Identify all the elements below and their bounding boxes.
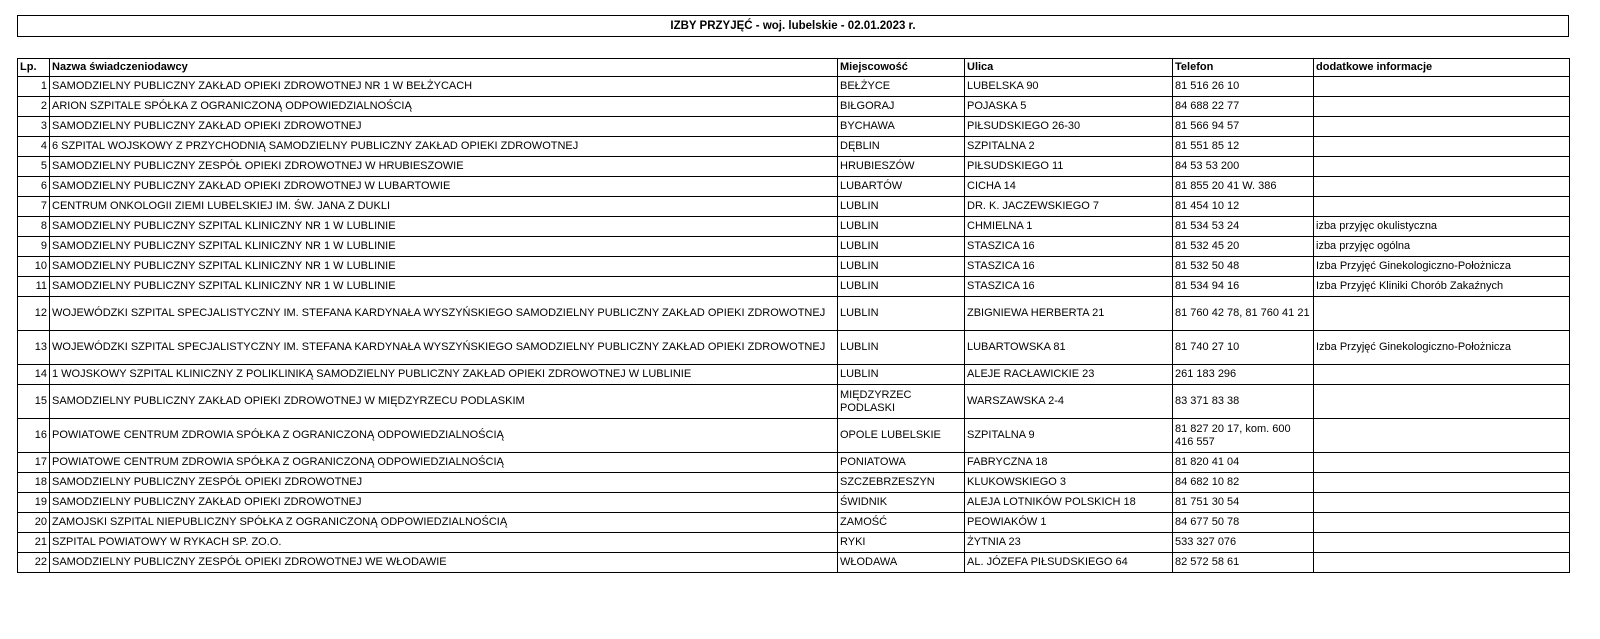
table-row bbox=[18, 97, 1570, 117]
cell-lp: 22 bbox=[18, 553, 50, 573]
cell-additional-info bbox=[1314, 553, 1570, 573]
cell-city: RYKI bbox=[838, 533, 965, 553]
cell-street: SZPITALNA 9 bbox=[965, 419, 1173, 453]
cell-additional-info bbox=[1314, 137, 1570, 157]
cell-city: HRUBIESZÓW bbox=[838, 157, 965, 177]
column-header-street: Ulica bbox=[965, 59, 1173, 77]
cell-additional-info: Izba Przyjęć Kliniki Chorób Zakaźnych bbox=[1314, 277, 1570, 297]
cell-provider-name: WOJEWÓDZKI SZPITAL SPECJALISTYCZNY IM. STEFANA KARDYNAŁA WYSZYŃSKIEGO SAMODZIELNY PUBLICZNY ZAKŁAD OPIEKI ZDROWOTNEJ bbox=[50, 297, 838, 331]
table-row bbox=[18, 217, 1570, 237]
document-title: IZBY PRZYJĘĆ - woj. lubelskie - 02.01.2023 r. bbox=[17, 15, 1569, 37]
cell-city: ŚWIDNIK bbox=[838, 493, 965, 513]
admission-rooms-table bbox=[17, 58, 1570, 573]
table-row bbox=[18, 277, 1570, 297]
table-row bbox=[18, 331, 1570, 365]
cell-city: MIĘDZYRZEC PODLASKI bbox=[838, 385, 965, 419]
table-row bbox=[18, 257, 1570, 277]
cell-additional-info bbox=[1314, 385, 1570, 419]
cell-additional-info bbox=[1314, 177, 1570, 197]
cell-lp: 2 bbox=[18, 97, 50, 117]
table-row bbox=[18, 453, 1570, 473]
cell-lp: 20 bbox=[18, 513, 50, 533]
cell-city: PONIATOWA bbox=[838, 453, 965, 473]
cell-additional-info: izba przyjęc okulistyczna bbox=[1314, 217, 1570, 237]
cell-phone: 81 516 26 10 bbox=[1173, 77, 1314, 97]
cell-street: LUBARTOWSKA 81 bbox=[965, 331, 1173, 365]
cell-provider-name: SAMODZIELNY PUBLICZNY SZPITAL KLINICZNY NR 1 W LUBLINIE bbox=[50, 277, 838, 297]
cell-provider-name: ZAMOJSKI SZPITAL NIEPUBLICZNY SPÓŁKA Z OGRANICZONĄ ODPOWIEDZIALNOŚCIĄ bbox=[50, 513, 838, 533]
cell-provider-name: WOJEWÓDZKI SZPITAL SPECJALISTYCZNY IM. STEFANA KARDYNAŁA WYSZYŃSKIEGO SAMODZIELNY PUBLICZNY ZAKŁAD OPIEKI ZDROWOTNEJ bbox=[50, 331, 838, 365]
cell-lp: 21 bbox=[18, 533, 50, 553]
cell-city: WŁODAWA bbox=[838, 553, 965, 573]
cell-lp: 9 bbox=[18, 237, 50, 257]
cell-additional-info bbox=[1314, 453, 1570, 473]
cell-additional-info bbox=[1314, 473, 1570, 493]
cell-lp: 7 bbox=[18, 197, 50, 217]
cell-phone: 84 688 22 77 bbox=[1173, 97, 1314, 117]
cell-lp: 16 bbox=[18, 419, 50, 453]
cell-city: BEŁŻYCE bbox=[838, 77, 965, 97]
cell-lp: 12 bbox=[18, 297, 50, 331]
cell-lp: 14 bbox=[18, 365, 50, 385]
cell-lp: 8 bbox=[18, 217, 50, 237]
cell-lp: 4 bbox=[18, 137, 50, 157]
cell-lp: 6 bbox=[18, 177, 50, 197]
table-row bbox=[18, 177, 1570, 197]
cell-city: LUBARTÓW bbox=[838, 177, 965, 197]
cell-city: BYCHAWA bbox=[838, 117, 965, 137]
cell-city: LUBLIN bbox=[838, 365, 965, 385]
cell-street: FABRYCZNA 18 bbox=[965, 453, 1173, 473]
cell-phone: 81 532 45 20 bbox=[1173, 237, 1314, 257]
cell-city: LUBLIN bbox=[838, 257, 965, 277]
cell-phone: 261 183 296 bbox=[1173, 365, 1314, 385]
cell-provider-name: SAMODZIELNY PUBLICZNY ZAKŁAD OPIEKI ZDROWOTNEJ W MIĘDZYRZECU PODLASKIM bbox=[50, 385, 838, 419]
cell-phone: 84 682 10 82 bbox=[1173, 473, 1314, 493]
cell-street: PEOWIAKÓW 1 bbox=[965, 513, 1173, 533]
cell-street: STASZICA 16 bbox=[965, 277, 1173, 297]
cell-street: PIŁSUDSKIEGO 11 bbox=[965, 157, 1173, 177]
cell-street: LUBELSKA 90 bbox=[965, 77, 1173, 97]
column-header-additional-info: dodatkowe informacje bbox=[1314, 59, 1570, 77]
cell-additional-info bbox=[1314, 493, 1570, 513]
table-row bbox=[18, 473, 1570, 493]
cell-street: STASZICA 16 bbox=[965, 257, 1173, 277]
cell-additional-info bbox=[1314, 157, 1570, 177]
cell-city: LUBLIN bbox=[838, 237, 965, 257]
cell-additional-info bbox=[1314, 97, 1570, 117]
cell-additional-info bbox=[1314, 117, 1570, 137]
cell-provider-name: 6 SZPITAL WOJSKOWY Z PRZYCHODNIĄ SAMODZIELNY PUBLICZNY ZAKŁAD OPIEKI ZDROWOTNEJ bbox=[50, 137, 838, 157]
column-header-lp: Lp. bbox=[18, 59, 50, 77]
cell-lp: 11 bbox=[18, 277, 50, 297]
cell-street: PIŁSUDSKIEGO 26-30 bbox=[965, 117, 1173, 137]
cell-lp: 5 bbox=[18, 157, 50, 177]
table-row bbox=[18, 77, 1570, 97]
cell-phone: 81 855 20 41 W. 386 bbox=[1173, 177, 1314, 197]
cell-additional-info bbox=[1314, 365, 1570, 385]
column-header-city: Miejscowość bbox=[838, 59, 965, 77]
cell-provider-name: SZPITAL POWIATOWY W RYKACH SP. ZO.O. bbox=[50, 533, 838, 553]
cell-street: KLUKOWSKIEGO 3 bbox=[965, 473, 1173, 493]
cell-lp: 15 bbox=[18, 385, 50, 419]
table-row bbox=[18, 419, 1570, 453]
table-row bbox=[18, 197, 1570, 217]
cell-street: ALEJA LOTNIKÓW POLSKICH 18 bbox=[965, 493, 1173, 513]
cell-provider-name: SAMODZIELNY PUBLICZNY SZPITAL KLINICZNY NR 1 W LUBLINIE bbox=[50, 237, 838, 257]
cell-phone: 81 532 50 48 bbox=[1173, 257, 1314, 277]
cell-provider-name: SAMODZIELNY PUBLICZNY ZESPÓŁ OPIEKI ZDROWOTNEJ W HRUBIESZOWIE bbox=[50, 157, 838, 177]
cell-city: LUBLIN bbox=[838, 331, 965, 365]
cell-street: WARSZAWSKA 2-4 bbox=[965, 385, 1173, 419]
cell-lp: 17 bbox=[18, 453, 50, 473]
cell-street: CHMIELNA 1 bbox=[965, 217, 1173, 237]
column-header-provider-name: Nazwa świadczeniodawcy bbox=[50, 59, 838, 77]
cell-phone: 81 827 20 17, kom. 600 416 557 bbox=[1173, 419, 1314, 453]
cell-street: ZBIGNIEWA HERBERTA 21 bbox=[965, 297, 1173, 331]
cell-street: SZPITALNA 2 bbox=[965, 137, 1173, 157]
table-row bbox=[18, 157, 1570, 177]
table-row bbox=[18, 385, 1570, 419]
cell-phone: 84 53 53 200 bbox=[1173, 157, 1314, 177]
cell-phone: 81 740 27 10 bbox=[1173, 331, 1314, 365]
cell-provider-name: CENTRUM ONKOLOGII ZIEMI LUBELSKIEJ IM. ŚW. JANA Z DUKLI bbox=[50, 197, 838, 217]
cell-lp: 3 bbox=[18, 117, 50, 137]
cell-provider-name: 1 WOJSKOWY SZPITAL KLINICZNY Z POLIKLINIKĄ SAMODZIELNY PUBLICZNY ZAKŁAD OPIEKI ZDROWOTNEJ W LUBLINIE bbox=[50, 365, 838, 385]
cell-provider-name: SAMODZIELNY PUBLICZNY ZESPÓŁ OPIEKI ZDROWOTNEJ WE WŁODAWIE bbox=[50, 553, 838, 573]
cell-city: SZCZEBRZESZYN bbox=[838, 473, 965, 493]
cell-phone: 81 454 10 12 bbox=[1173, 197, 1314, 217]
cell-provider-name: POWIATOWE CENTRUM ZDROWIA SPÓŁKA Z OGRANICZONĄ ODPOWIEDZIALNOŚCIĄ bbox=[50, 419, 838, 453]
cell-provider-name: SAMODZIELNY PUBLICZNY SZPITAL KLINICZNY NR 1 W LUBLINIE bbox=[50, 217, 838, 237]
cell-additional-info: Izba Przyjęć Ginekologiczno-Położnicza bbox=[1314, 331, 1570, 365]
cell-phone: 83 371 83 38 bbox=[1173, 385, 1314, 419]
table-row bbox=[18, 493, 1570, 513]
table-row bbox=[18, 365, 1570, 385]
cell-additional-info bbox=[1314, 419, 1570, 453]
cell-lp: 10 bbox=[18, 257, 50, 277]
cell-lp: 19 bbox=[18, 493, 50, 513]
cell-city: OPOLE LUBELSKIE bbox=[838, 419, 965, 453]
cell-provider-name: POWIATOWE CENTRUM ZDROWIA SPÓŁKA Z OGRANICZONĄ ODPOWIEDZIALNOŚCIĄ bbox=[50, 453, 838, 473]
cell-street: AL. JÓZEFA PIŁSUDSKIEGO 64 bbox=[965, 553, 1173, 573]
table-header-row bbox=[18, 59, 1570, 77]
cell-street: ŻYTNIA 23 bbox=[965, 533, 1173, 553]
cell-provider-name: SAMODZIELNY PUBLICZNY ZESPÓŁ OPIEKI ZDROWOTNEJ bbox=[50, 473, 838, 493]
table-row bbox=[18, 297, 1570, 331]
cell-phone: 82 572 58 61 bbox=[1173, 553, 1314, 573]
cell-additional-info: Izba Przyjęć Ginekologiczno-Położnicza bbox=[1314, 257, 1570, 277]
cell-city: LUBLIN bbox=[838, 297, 965, 331]
cell-provider-name: SAMODZIELNY PUBLICZNY ZAKŁAD OPIEKI ZDROWOTNEJ W LUBARTOWIE bbox=[50, 177, 838, 197]
cell-lp: 13 bbox=[18, 331, 50, 365]
cell-additional-info bbox=[1314, 297, 1570, 331]
cell-provider-name: SAMODZIELNY PUBLICZNY ZAKŁAD OPIEKI ZDROWOTNEJ bbox=[50, 117, 838, 137]
cell-phone: 81 534 94 16 bbox=[1173, 277, 1314, 297]
cell-phone: 81 751 30 54 bbox=[1173, 493, 1314, 513]
cell-street: CICHA 14 bbox=[965, 177, 1173, 197]
table-row bbox=[18, 513, 1570, 533]
cell-phone: 81 820 41 04 bbox=[1173, 453, 1314, 473]
cell-provider-name: SAMODZIELNY PUBLICZNY ZAKŁAD OPIEKI ZDROWOTNEJ bbox=[50, 493, 838, 513]
table-row bbox=[18, 117, 1570, 137]
cell-city: DĘBLIN bbox=[838, 137, 965, 157]
cell-street: STASZICA 16 bbox=[965, 237, 1173, 257]
cell-additional-info bbox=[1314, 197, 1570, 217]
cell-city: LUBLIN bbox=[838, 197, 965, 217]
table-row bbox=[18, 553, 1570, 573]
cell-provider-name: SAMODZIELNY PUBLICZNY ZAKŁAD OPIEKI ZDROWOTNEJ NR 1 W BEŁŻYCACH bbox=[50, 77, 838, 97]
cell-lp: 18 bbox=[18, 473, 50, 493]
cell-additional-info bbox=[1314, 513, 1570, 533]
cell-phone: 81 534 53 24 bbox=[1173, 217, 1314, 237]
cell-city: BIŁGORAJ bbox=[838, 97, 965, 117]
table-row bbox=[18, 533, 1570, 553]
cell-additional-info bbox=[1314, 533, 1570, 553]
cell-additional-info bbox=[1314, 77, 1570, 97]
table-row bbox=[18, 237, 1570, 257]
cell-city: LUBLIN bbox=[838, 277, 965, 297]
cell-lp: 1 bbox=[18, 77, 50, 97]
cell-street: DR. K. JACZEWSKIEGO 7 bbox=[965, 197, 1173, 217]
cell-phone: 81 760 42 78, 81 760 41 21 bbox=[1173, 297, 1314, 331]
cell-city: ZAMOŚĆ bbox=[838, 513, 965, 533]
cell-street: POJASKA 5 bbox=[965, 97, 1173, 117]
cell-provider-name: ARION SZPITALE SPÓŁKA Z OGRANICZONĄ ODPOWIEDZIALNOŚCIĄ bbox=[50, 97, 838, 117]
cell-phone: 81 566 94 57 bbox=[1173, 117, 1314, 137]
cell-additional-info: izba przyjęc ogólna bbox=[1314, 237, 1570, 257]
table-row bbox=[18, 137, 1570, 157]
cell-city: LUBLIN bbox=[838, 217, 965, 237]
cell-street: ALEJE RACŁAWICKIE 23 bbox=[965, 365, 1173, 385]
cell-phone: 533 327 076 bbox=[1173, 533, 1314, 553]
cell-phone: 81 551 85 12 bbox=[1173, 137, 1314, 157]
cell-phone: 84 677 50 78 bbox=[1173, 513, 1314, 533]
cell-provider-name: SAMODZIELNY PUBLICZNY SZPITAL KLINICZNY NR 1 W LUBLINIE bbox=[50, 257, 838, 277]
column-header-phone: Telefon bbox=[1173, 59, 1314, 77]
